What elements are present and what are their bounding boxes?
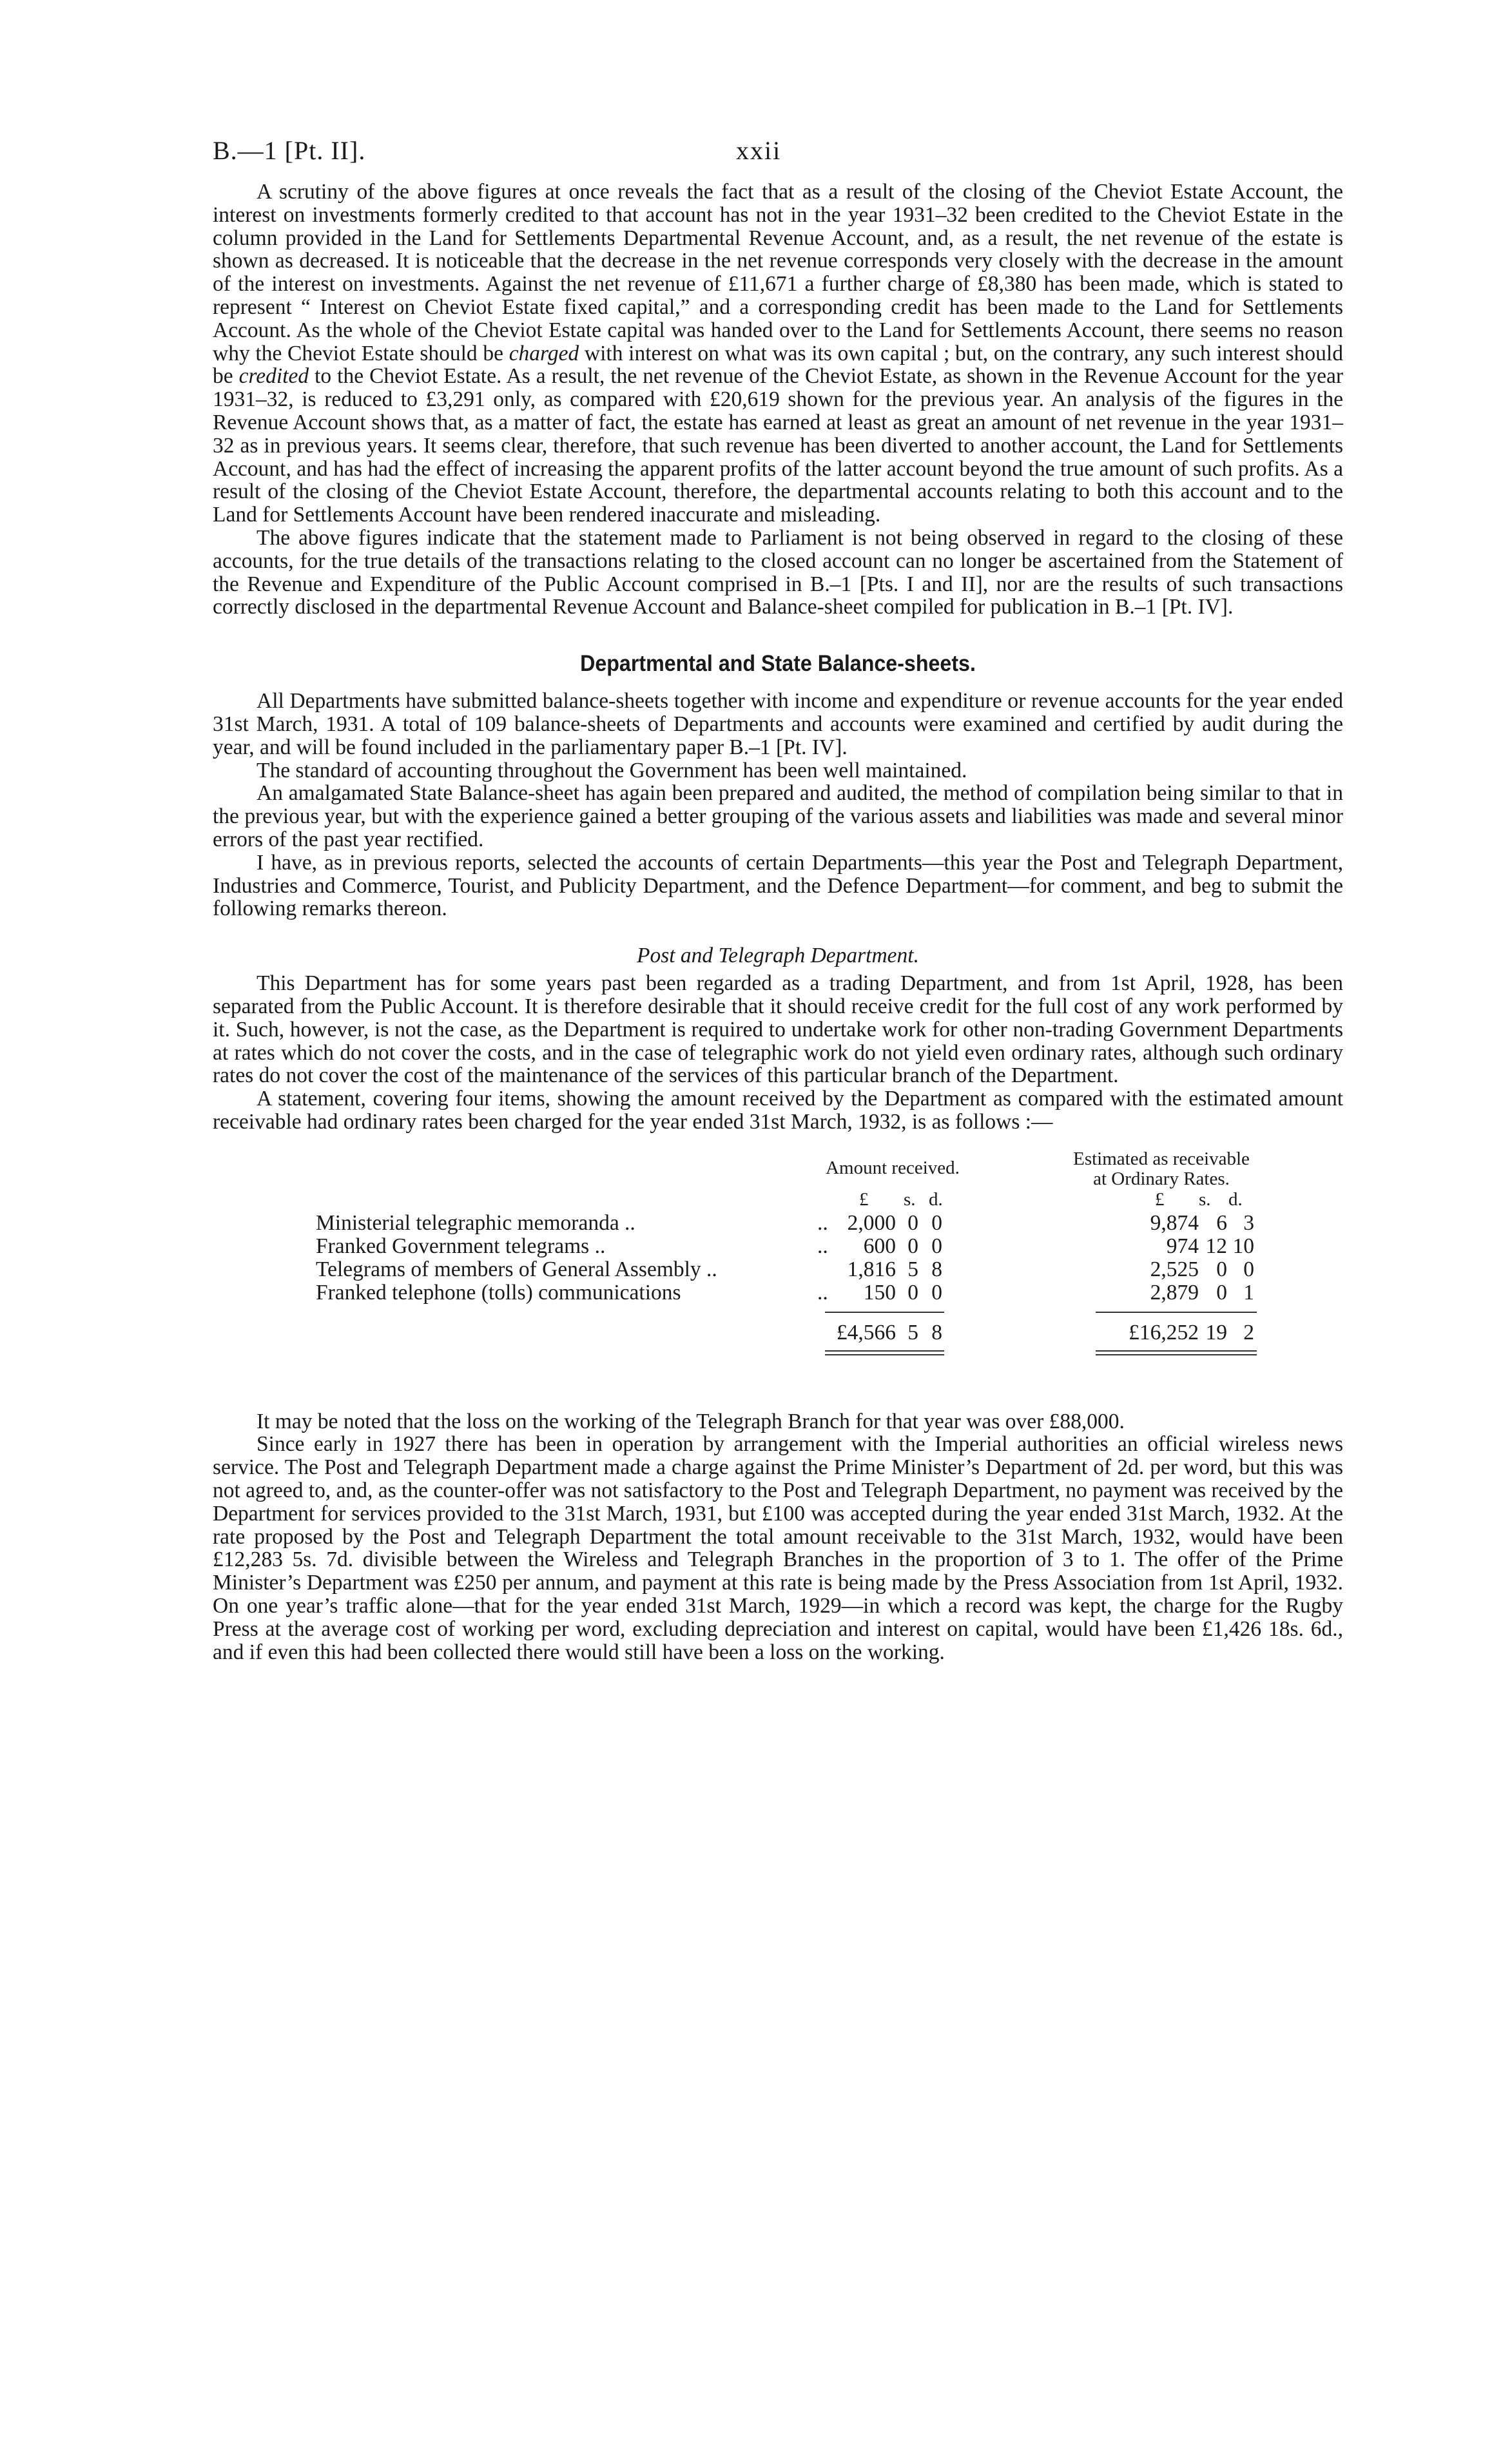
document-reference: B.—1 [Pt. II]. [213,136,366,165]
post-paragraph-4: Since early in 1927 there has been in operation by arrangement with the Imperial authorities an official wireless news service. The Post and Telegraph Department made a charge against the Prime Minister’s Department of 2d. per word, but this was not agreed to, and, as the counter-offer was not satisfactory to the Post and Telegraph Department, no payment was received by the Department for services provided to the 31st March, 1931, but £100 was accepted during the year ended 31st March, 1932. At the rate proposed by the Post and Telegraph Department the total amount receivable to the 31st March, 1932, would have been £12,283 5s. 7d. divisible between the Wireless and Telegraph Branches in the proportion of 3 to 1. The offer of the Prime Minister’s Department was £250 per annum, and payment at this rate is being made by the Press Association from 1st April, 1932. On one year’s traffic alone—that for the year ended 31st March, 1929—in which a record was kept, the charge for the Rugby Press at the average cost of working per word, excluding depreciation and interest on capital, would have been £1,426 18s. 6d., and if even this had been collected there would still have been a loss on the working. [213,1432,1343,1664]
text-run: A scrutiny of the above figures at once reveals the fact that as a result of the closing of the Cheviot Estate Account, the interest on investments formerly credited to that account has not in the year 1931–32 been credited to the Cheviot Estate in the column provided in the Land for Settlements Departmental Revenue Account, and, as a result, the net revenue of the estate is shown as decreased. It is noticeable that the decrease in the net revenue corresponds very closely with the decrease in the amount of the interest on investments. Against the net revenue of £11,671 a further charge of £8,380 has been made, which is stated to represent “ Interest on Cheviot Estate fixed capital,” and a corresponding credit has been made to the Land for Settlements Account. As the whole of the Cheviot Estate capital was handed over to the Land for Settlements Account, there seems no reason why the Cheviot Estate should be [213,180,1343,365]
table-row [316,1234,1373,1257]
row-item: Telegrams of members of General Assembly .. [316,1257,717,1281]
total-estimated-shillings: 19 [1205,1320,1227,1344]
estimated-pence: 10 [1232,1234,1254,1258]
column-header-estimated [1026,1149,1297,1189]
italic-text-run: credited [238,364,309,389]
running-header [213,135,1343,180]
post-paragraph-3: It may be noted that the loss on the working of the Telegraph Branch for that year was over £88,000. [257,1409,1125,1433]
received-shillings: 0 [907,1234,918,1258]
leader-dots: .. [817,1210,828,1235]
total-rule-estimated-1 [1096,1350,1257,1352]
subtotal-rule-received [825,1312,944,1313]
total-rule-received-2 [825,1354,944,1355]
received-pence: 0 [931,1210,942,1235]
estimated-pounds: 974 [1166,1234,1199,1258]
total-rule-received-1 [825,1350,944,1352]
received-shillings: 0 [907,1280,918,1305]
column-header-received: Amount received. [826,1157,960,1178]
estimated-shillings: 0 [1216,1280,1227,1305]
column-header-estimated-line1: Estimated as receivable [1073,1148,1250,1169]
unit-shillings-estimated: s. [1199,1189,1211,1210]
leader-dots: .. [817,1280,828,1305]
received-pounds: 150 [863,1280,896,1305]
received-pounds: 1,816 [847,1257,896,1281]
intro-paragraph-1 [213,180,1343,527]
text-run: with interest on what was its own capital ; but, on the contrary, any such interest should be [213,341,1343,389]
unit-pence-estimated: d. [1228,1189,1243,1210]
total-row [316,1321,1373,1344]
estimated-pence: 3 [1243,1210,1254,1235]
leader-dots: .. [817,1234,828,1258]
estimated-pounds: 9,874 [1150,1210,1199,1235]
table-row [316,1281,1373,1304]
unit-pound-received: £ [859,1189,869,1210]
section-heading-balance-sheets: Departmental and State Balance-sheets. [580,651,976,677]
total-received-pence: 8 [931,1320,942,1344]
italic-text-run: charged [509,341,579,365]
text-run: The above figures indicate that the statement made to Parliament is not being observed in regard to the closing of these accounts, for the true details of the transactions relating to the closed account can no longer be ascertained from the Statement of the Revenue and Expenditure of the Public Account comprised in B.–1 [Pts. I and II], nor are the results of such transactions correctly disclosed in the departmental Revenue Account and Balance-sheet compiled for publication in B.–1 [Pt. IV]. [213,525,1343,619]
received-pence: 8 [931,1257,942,1281]
intro-paragraph-2 [213,527,1343,619]
column-header-estimated-line2: at Ordinary Rates. [1093,1168,1230,1189]
table-row [316,1211,1373,1234]
balance-paragraph-3: An amalgamated State Balance-sheet has again been prepared and audited, the method of compilation being similar to that in the previous year, but with the experience gained a better grouping of the various assets and liabilities was made and several minor errors of the past year rectified. [213,781,1343,851]
received-pence: 0 [931,1280,942,1305]
page-number: xxii [736,136,782,165]
text-run: to the Cheviot Estate. As a result, the net revenue of the Cheviot Estate, as shown in the Revenue Account for the year 1931–32, is reduced to £3,291 only, as compared with £20,619 shown for the previous year. An analysis of the figures in the Revenue Account shows that, as a matter of fact, the estate has earned at least as great an amount of net revenue in the year 1931–32 as in previous years. It seems clear, therefore, that such revenue has been diverted to another account, the Land for Settlements Account, and has had the effect of increasing the apparent profits of the latter account beyond the true amount of such profits. As a result of the closing of the Cheviot Estate Account, therefore, the departmental accounts relating to both this account and to the Land for Settlements Account have been rendered inaccurate and misleading. [213,364,1343,527]
total-received-shillings: 5 [907,1320,918,1344]
estimated-pounds: 2,525 [1150,1257,1199,1281]
received-pounds: 600 [863,1234,896,1258]
estimated-pence: 0 [1243,1257,1254,1281]
estimated-shillings: 12 [1205,1234,1227,1258]
unit-pence-received: d. [929,1189,943,1210]
estimated-pence: 1 [1243,1280,1254,1305]
row-item: Franked Government telegrams .. [316,1234,606,1258]
statement-table [213,1149,1343,1397]
total-estimated-pounds: £16,252 [1129,1320,1199,1344]
post-paragraph-2: A statement, covering four items, showing the amount received by the Department as compared with the estimated amount receivable had ordinary rates been charged for the year ended 31st March, 1932, is as follows :— [213,1087,1343,1134]
total-received-pounds: £4,566 [836,1320,896,1344]
estimated-shillings: 0 [1216,1257,1227,1281]
received-shillings: 5 [907,1257,918,1281]
unit-shillings-received: s. [904,1189,916,1210]
total-estimated-pence: 2 [1243,1320,1254,1344]
balance-paragraph-4: I have, as in previous reports, selected the accounts of certain Departments—this year the Post and Telegraph Department, Industries and Commerce, Tourist, and Publicity Department, and the Defence Department—for comment, and beg to submit the following remarks thereon. [213,850,1343,921]
balance-paragraph-1: All Departments have submitted balance-sheets together with income and expenditure or revenue accounts for the year ended 31st March, 1931. A total of 109 balance-sheets of Departments and accounts were examined and certified by audit during the year, and will be found included in the parliamentary paper B.–1 [Pt. IV]. [213,689,1343,759]
unit-pound-estimated: £ [1155,1189,1165,1210]
balance-paragraph-2: The standard of accounting throughout the Government has been well maintained. [257,758,967,782]
received-shillings: 0 [907,1210,918,1235]
row-item: Franked telephone (tolls) communications [316,1280,681,1305]
received-pounds: 2,000 [847,1210,896,1235]
document-page [213,135,1343,1664]
sub-heading-post-telegraph: Post and Telegraph Department. [637,944,919,968]
row-item: Ministerial telegraphic memoranda .. [316,1210,635,1235]
total-rule-estimated-2 [1096,1354,1257,1355]
table-row [316,1257,1373,1281]
estimated-pounds: 2,879 [1150,1280,1199,1305]
estimated-shillings: 6 [1216,1210,1227,1235]
post-paragraph-1: This Department has for some years past been regarded as a trading Department, and from 1st April, 1928, has been separated from the Public Account. It is therefore desirable that it should receive credit for the full cost of any work performed by it. Such, however, is not the case, as the Department is required to undertake work for other non-trading Government Departments at rates which do not cover the costs, and in the case of telegraphic work do not yield even ordinary rates, although such ordinary rates do not cover the cost of the maintenance of the services of this particular branch of the Department. [213,971,1343,1088]
subtotal-rule-estimated [1096,1312,1257,1313]
received-pence: 0 [931,1234,942,1258]
